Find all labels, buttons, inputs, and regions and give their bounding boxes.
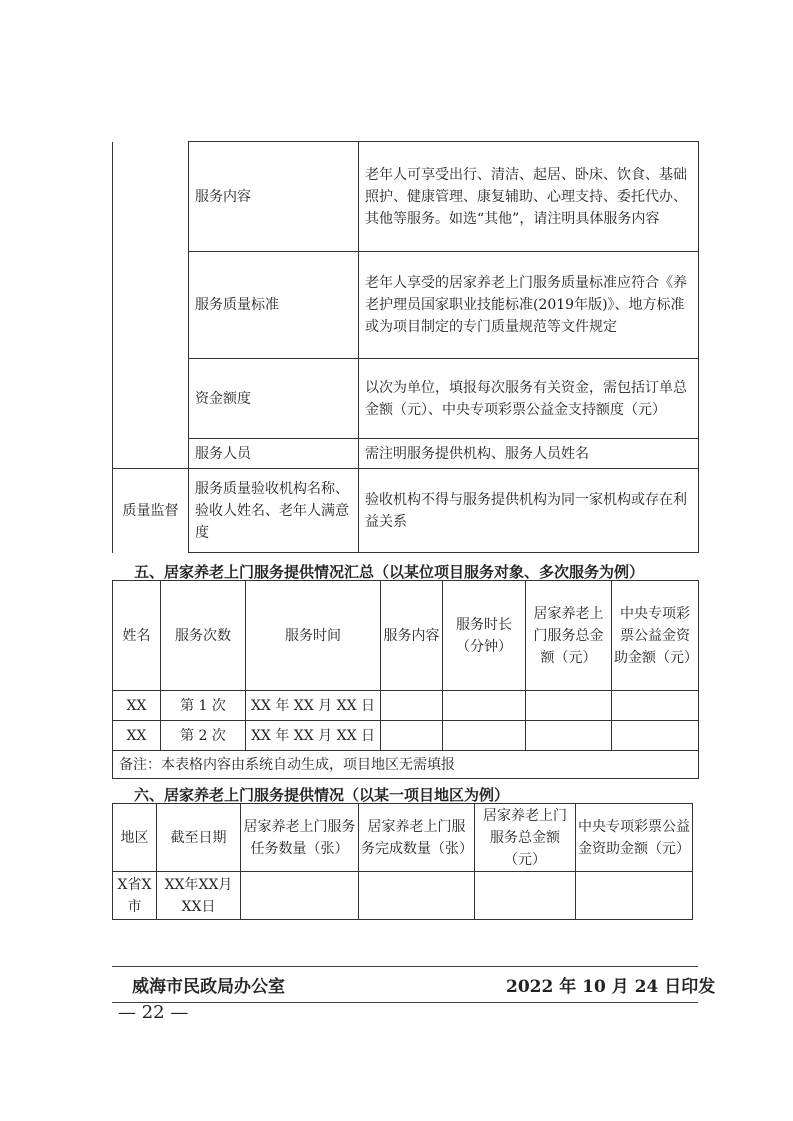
table-row bbox=[113, 691, 699, 721]
header-cell: 地区 bbox=[113, 804, 157, 872]
section-title: 五、居家养老上门服务提供情况汇总（以某位项目服务对象、多次服务为例） bbox=[134, 563, 645, 581]
table-cell: 第 2 次 bbox=[161, 721, 246, 751]
table-row bbox=[113, 439, 699, 469]
header-cell: 居家养老上门服务完成数量（张） bbox=[359, 804, 475, 872]
table-cell bbox=[526, 721, 612, 751]
table-cell bbox=[381, 721, 443, 751]
header-cell: 中央专项彩票公益金资助金额（元） bbox=[612, 581, 699, 691]
table-cell bbox=[381, 691, 443, 721]
table-row bbox=[113, 469, 699, 553]
header-cell: 服务时间 bbox=[246, 581, 381, 691]
issue-date: 2022 年 10 月 24 日印发 bbox=[506, 977, 716, 997]
table-cell: 验收机构不得与服务提供机构为同一家机构或存在利益关系 bbox=[359, 469, 699, 553]
table-cell bbox=[113, 439, 189, 469]
table-row bbox=[113, 142, 699, 252]
table-header-row bbox=[113, 581, 699, 691]
header-cell: 截至日期 bbox=[157, 804, 241, 872]
table-cell bbox=[475, 872, 576, 920]
service-details-table bbox=[112, 141, 699, 553]
table-header-row bbox=[113, 804, 693, 872]
table-cell: 服务人员 bbox=[189, 439, 359, 469]
header-cell: 居家养老上门服务任务数量（张） bbox=[241, 804, 359, 872]
table-row bbox=[113, 872, 693, 920]
table-row bbox=[113, 721, 699, 751]
table-row bbox=[113, 252, 699, 359]
table-cell: XX 年 XX 月 XX 日 bbox=[246, 721, 381, 751]
table-cell: 需注明服务提供机构、服务人员姓名 bbox=[359, 439, 699, 469]
header-cell: 中央专项彩票公益金资助金额（元） bbox=[576, 804, 693, 872]
table-cell bbox=[526, 691, 612, 721]
table-cell bbox=[443, 691, 526, 721]
table-cell: 服务质量标准 bbox=[189, 252, 359, 359]
header-cell: 居家养老上门服务总金额（元） bbox=[475, 804, 576, 872]
table-cell: 老年人可享受出行、清洁、起居、卧床、饮食、基础照护、健康管理、康复辅助、心理支持、委托代办、其他等服务。如选“其他”，请注明具体服务内容 bbox=[359, 142, 699, 252]
service-summary-table bbox=[112, 580, 699, 779]
table-cell: XX 年 XX 月 XX 日 bbox=[246, 691, 381, 721]
table-cell: XX年XX月XX日 bbox=[157, 872, 241, 920]
table-cell bbox=[113, 142, 189, 252]
table-cell: 服务质量验收机构名称、验收人姓名、老年人满意度 bbox=[189, 469, 359, 553]
table-cell bbox=[359, 872, 475, 920]
table-cell: XX bbox=[113, 721, 161, 751]
table-cell: 以次为单位，填报每次服务有关资金，需包括订单总金额（元）、中央专项彩票公益金支持额度（元） bbox=[359, 359, 699, 439]
table-cell: XX bbox=[113, 691, 161, 721]
table-cell: 老年人享受的居家养老上门服务质量标准应符合《养老护理员国家职业技能标准(2019年版)》、地方标准或为项目制定的专门质量规范等文件规定 bbox=[359, 252, 699, 359]
table-cell bbox=[241, 872, 359, 920]
header-cell: 服务次数 bbox=[161, 581, 246, 691]
table-cell bbox=[612, 691, 699, 721]
table-cell: 质量监督 bbox=[113, 469, 189, 553]
table-cell bbox=[612, 721, 699, 751]
table-cell: 资金额度 bbox=[189, 359, 359, 439]
page-number: — 22 — bbox=[118, 1002, 189, 1023]
section-title: 六、居家养老上门服务提供情况（以某一项目地区为例） bbox=[134, 786, 510, 804]
table-row bbox=[113, 359, 699, 439]
table-cell: 第 1 次 bbox=[161, 691, 246, 721]
table-cell: 服务内容 bbox=[189, 142, 359, 252]
header-cell: 姓名 bbox=[113, 581, 161, 691]
issuing-office: 威海市民政局办公室 bbox=[132, 977, 285, 997]
header-cell: 服务时长（分钟） bbox=[443, 581, 526, 691]
table-cell bbox=[113, 359, 189, 439]
footer-bottom-rule bbox=[112, 1002, 698, 1003]
regional-service-table bbox=[112, 803, 693, 920]
header-cell: 服务内容 bbox=[381, 581, 443, 691]
table-cell: X省X市 bbox=[113, 872, 157, 920]
header-cell: 居家养老上门服务总金额（元） bbox=[526, 581, 612, 691]
table-note-row bbox=[113, 751, 699, 779]
table-cell bbox=[576, 872, 693, 920]
footer-top-rule bbox=[112, 966, 698, 967]
table-cell bbox=[113, 252, 189, 359]
table-note: 备注：本表格内容由系统自动生成，项目地区无需填报 bbox=[113, 751, 699, 779]
table-cell bbox=[443, 721, 526, 751]
